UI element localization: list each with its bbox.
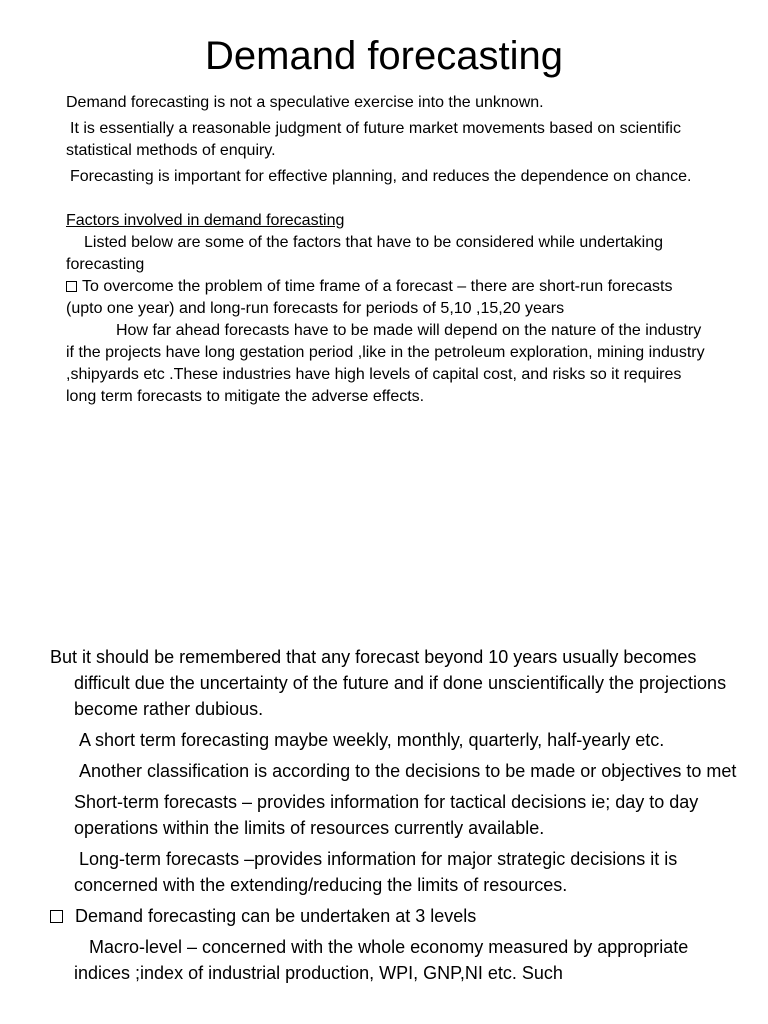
slide-2 [0, 612, 768, 1024]
factors-heading: Factors involved in demand forecasting [66, 212, 345, 229]
slide-title: Demand forecasting [205, 34, 563, 78]
paragraph-judgment: It is essentially a reasonable judgment of future market movements based on scientific statistical methods of enquiry. [66, 120, 681, 159]
paragraph-macro-level: Macro-level – concerned with the whole economy measured by appropriate indices ;index of industrial production, WPI, GNP,NI etc. Such [74, 937, 689, 983]
hollow-square-bullet-icon [50, 910, 63, 923]
paragraph-how-far-ahead: How far ahead forecasts have to be made will depend on the nature of the industry if the projects have long gestation period ,like in the petroleum exploration, mining industry ,shipyards etc .These industries have high levels of capital cost, and risks so it requires long term forecasts to mitigate the adverse effects. [66, 322, 705, 405]
bullet-item-levels [50, 903, 740, 929]
paragraph-factors-intro: Listed below are some of the factors that have to be considered while undertaking forecasting [66, 234, 664, 273]
slide-2-body [50, 644, 740, 991]
paragraph-planning: Forecasting is important for effective planning, and reduces the dependence on chance. [70, 168, 692, 185]
bullet-text: To overcome the problem of time frame of a forecast – there are short-run forecasts (upto one year) and long-run forecasts for periods of 5,10 ,15,20 years [66, 278, 673, 317]
hollow-square-bullet-icon [66, 281, 77, 292]
paragraph-beyond-10-years: But it should be remembered that any forecast beyond 10 years usually becomes difficult due the uncertainty of the future and if done unscientifically the projections become rather dubious. [50, 647, 727, 719]
bullet-item-time-frame [66, 276, 706, 320]
paragraph-short-term-forecasts: Short-term forecasts – provides information for tactical decisions ie; day to day operations within the limits of resources currently available. [74, 792, 699, 838]
paragraph-short-term: A short term forecasting maybe weekly, monthly, quarterly, half-yearly etc. [79, 730, 665, 750]
slide-1-body [66, 92, 706, 408]
paragraph-classification: Another classification is according to the decisions to be made or objectives to met [79, 761, 737, 781]
paragraph-intro: Demand forecasting is not a speculative exercise into the unknown. [66, 94, 544, 111]
bullet-text: Demand forecasting can be undertaken at 3 levels [75, 906, 477, 926]
paragraph-long-term-forecasts: Long-term forecasts –provides information for major strategic decisions it is concerned with the extending/reducing the limits of resources. [74, 849, 678, 895]
